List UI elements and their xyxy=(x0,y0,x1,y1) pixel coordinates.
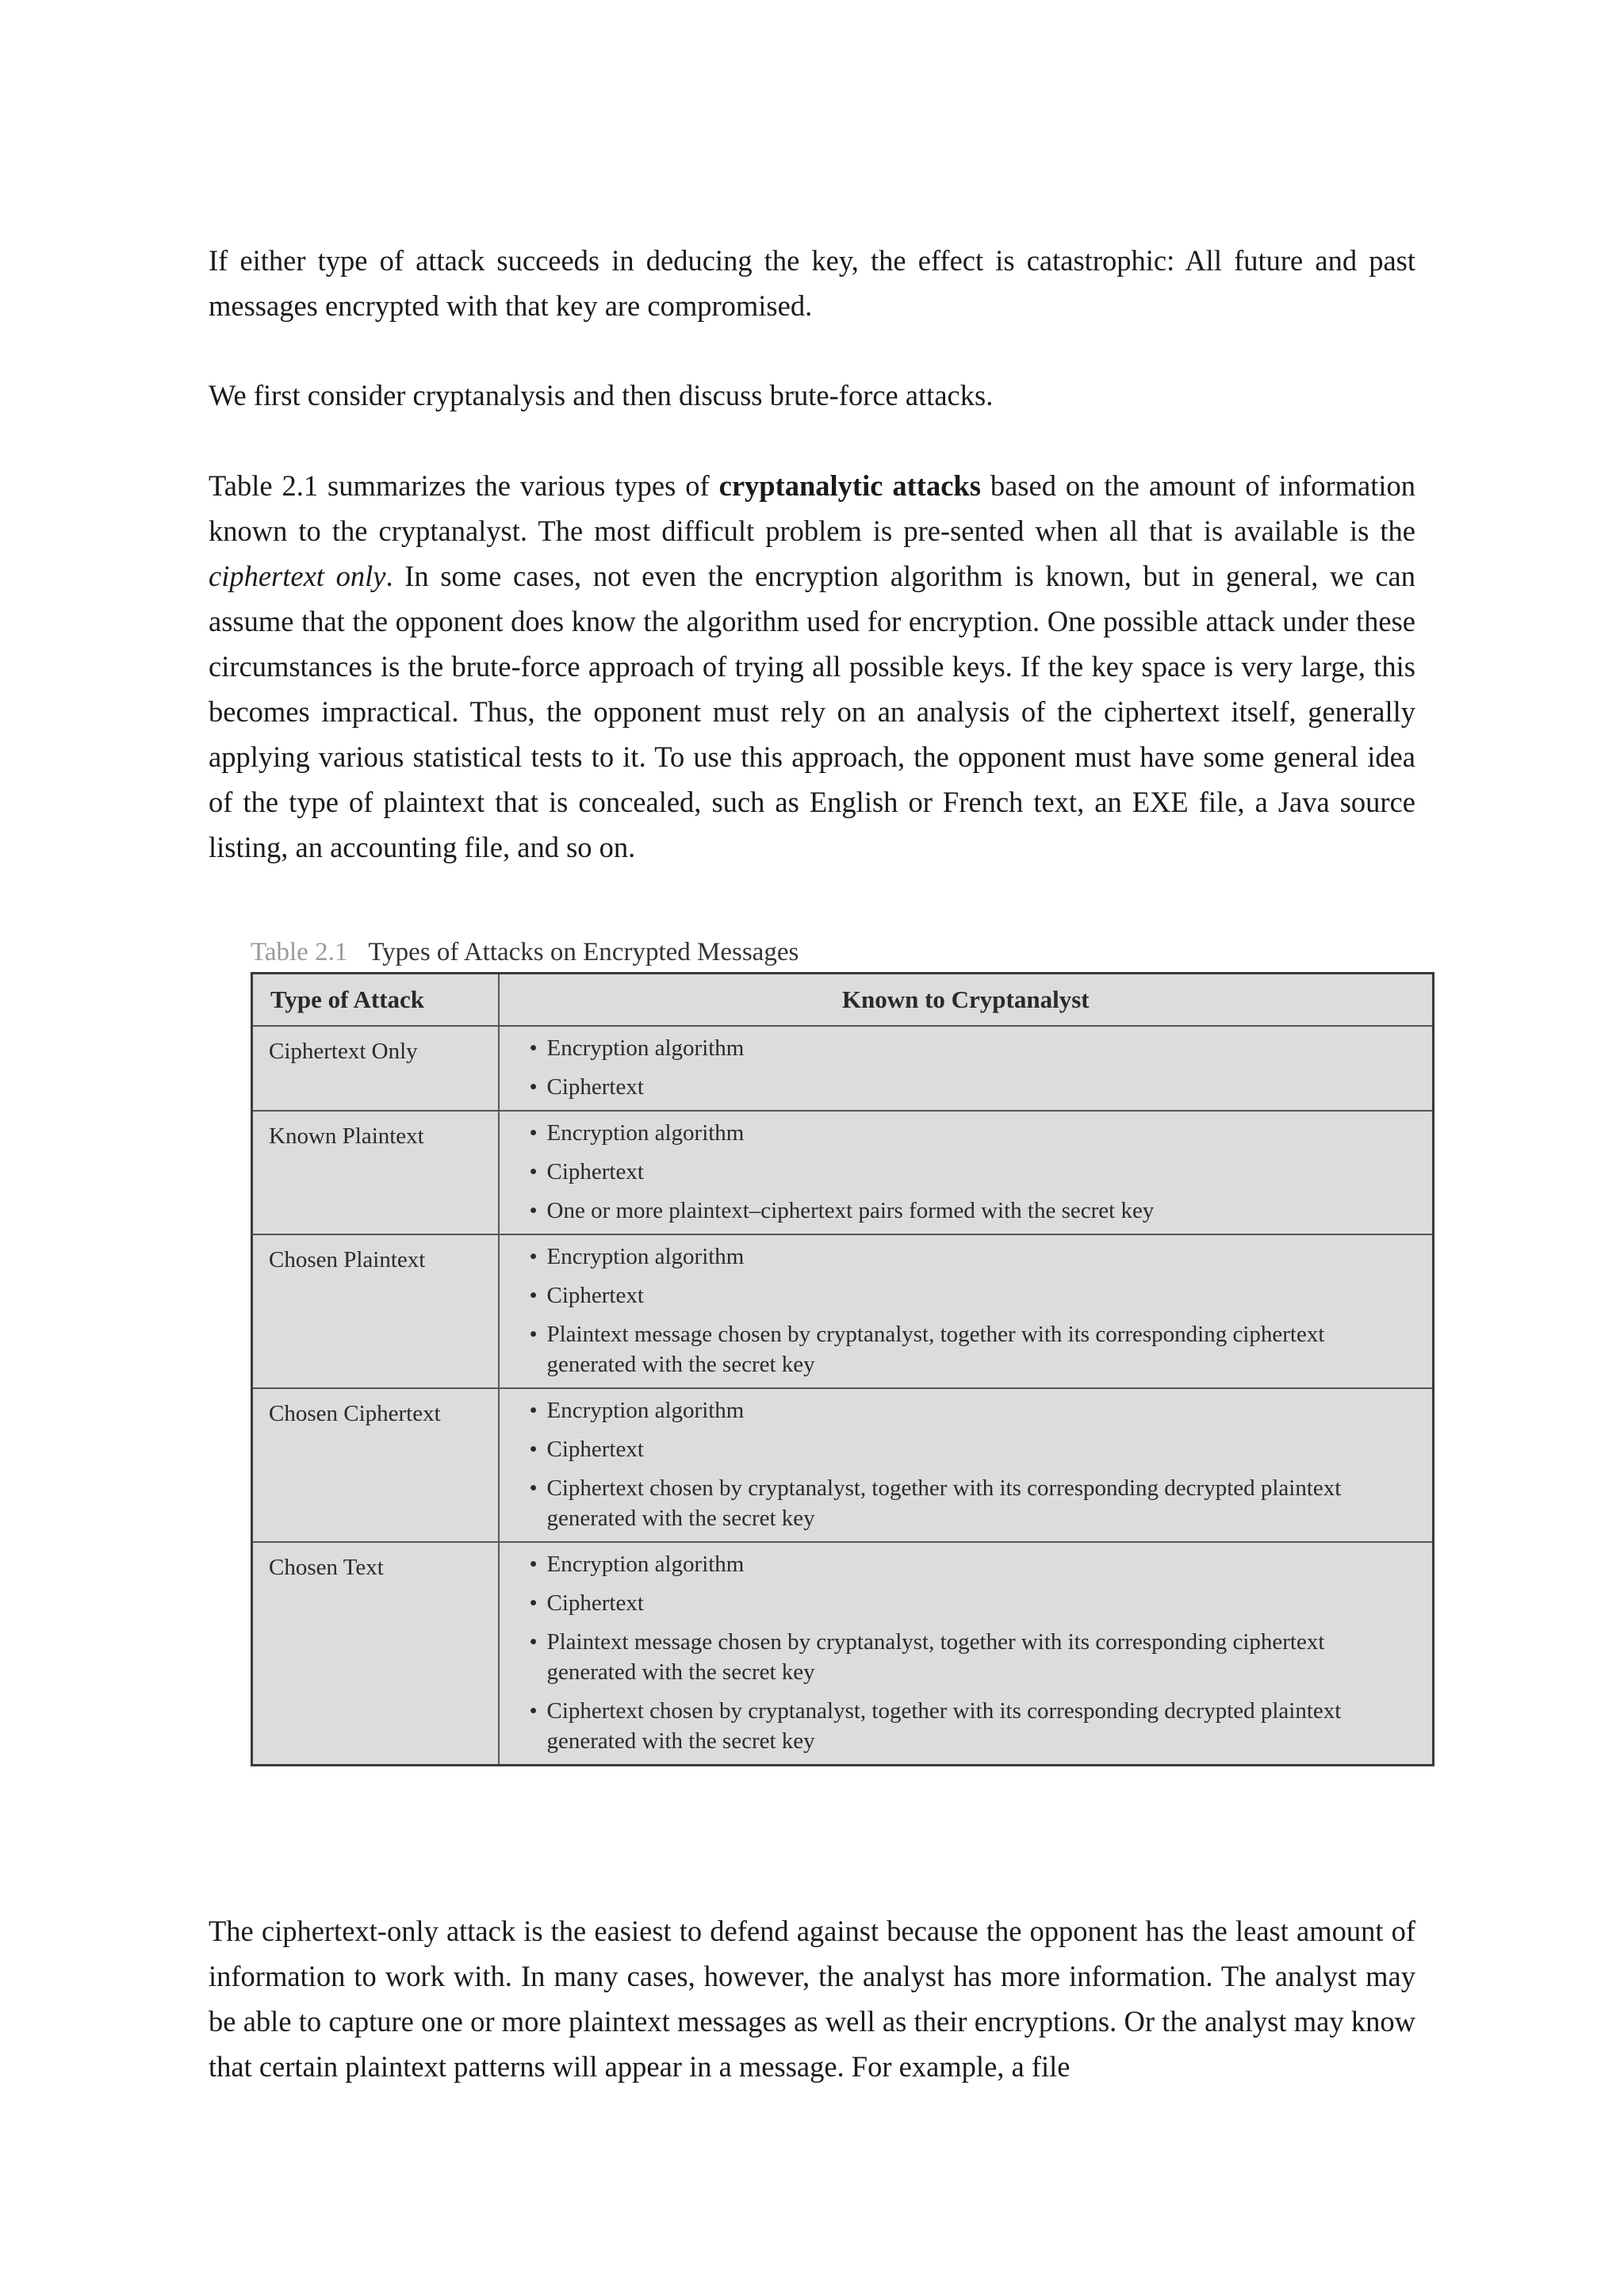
known-info-item: • Ciphertext xyxy=(530,1072,1417,1102)
table-caption-label: Table 2.1 xyxy=(251,938,348,966)
known-info-item: • Plaintext message chosen by cryptanalyst, together with its corresponding ciphertext generated with the secret key xyxy=(530,1627,1417,1687)
paragraph-intro xyxy=(209,238,1415,328)
known-info-item: • Encryption algorithm xyxy=(530,1395,1417,1425)
table-row xyxy=(252,1026,1434,1111)
known-info-cell xyxy=(499,1542,1434,1766)
table-body xyxy=(252,1026,1434,1766)
table-row xyxy=(252,1388,1434,1542)
table-caption-title: Types of Attacks on Encrypted Messages xyxy=(368,938,799,966)
known-info-item: • Plaintext message chosen by cryptanalyst, together with its corresponding ciphertext generated with the secret key xyxy=(530,1319,1417,1380)
known-info-list xyxy=(530,1549,1417,1756)
known-info-list xyxy=(530,1395,1417,1533)
known-info-item: • Encryption algorithm xyxy=(530,1549,1417,1579)
known-info-item: • One or more plaintext–ciphertext pairs formed with the secret key xyxy=(530,1196,1417,1226)
known-info-item: • Ciphertext chosen by cryptanalyst, together with its corresponding decrypted plaintext generated with the secret key xyxy=(530,1473,1417,1533)
paragraph-text: If either type of attack succeeds in deducing the key, the effect is catastrophic: All future and past messages encrypted with that key are compromised. xyxy=(209,244,1415,322)
known-info-item: • Ciphertext chosen by cryptanalyst, together with its corresponding decrypted plaintext generated with the secret key xyxy=(530,1696,1417,1756)
known-info-item: • Encryption algorithm xyxy=(530,1118,1417,1148)
known-info-list xyxy=(530,1033,1417,1102)
header-type-of-attack: Type of Attack xyxy=(252,974,499,1027)
text-run: . In some cases, not even the encryption algorithm is known, but in general, we can assume that the opponent does know the algorithm used for encryption. One possible attack under these circumstances is the brute-force approach of trying all possible keys. If the key space is very large, this becomes impractical. Thus, the opponent must rely on an analysis of the ciphertext itself, generally applying various statistical tests to it. To use this approach, the opponent must have some general idea of the type of plaintext that is concealed, such as English or French text, an EXE file, a Java source listing, an accounting file, and so on. xyxy=(209,560,1415,863)
attack-type-cell: Known Plaintext xyxy=(252,1111,499,1234)
known-info-item: • Ciphertext xyxy=(530,1157,1417,1187)
attack-type-cell: Chosen Plaintext xyxy=(252,1234,499,1388)
table-row xyxy=(252,1111,1434,1234)
attack-types-table-figure xyxy=(251,932,1432,1766)
known-info-item: • Ciphertext xyxy=(530,1588,1417,1618)
paragraph-text xyxy=(209,463,1415,870)
known-info-list xyxy=(530,1118,1417,1226)
paragraph-consider xyxy=(209,373,1415,418)
known-info-item: • Ciphertext xyxy=(530,1280,1417,1311)
attack-type-cell: Chosen Ciphertext xyxy=(252,1388,499,1542)
paragraph-summary xyxy=(209,463,1415,870)
text-run: based on the amount of information known to the cryptanalyst. The most difficult problem is pre-sented when all that is available is the xyxy=(209,469,1415,547)
paragraph-text: We first consider cryptanalysis and then discuss brute-force attacks. xyxy=(209,379,994,411)
header-known-to-cryptanalyst: Known to Cryptanalyst xyxy=(499,974,1434,1027)
known-info-list xyxy=(530,1242,1417,1380)
table-row xyxy=(252,1542,1434,1766)
paragraph-ciphertext-only xyxy=(209,1908,1415,2089)
bold-term: cryptanalytic attacks xyxy=(718,469,981,502)
attack-type-cell: Chosen Text xyxy=(252,1542,499,1766)
known-info-item: • Encryption algorithm xyxy=(530,1033,1417,1063)
italic-term: ciphertext only xyxy=(209,560,386,592)
known-info-item: • Encryption algorithm xyxy=(530,1242,1417,1272)
known-info-item: • Ciphertext xyxy=(530,1434,1417,1464)
attack-type-cell: Ciphertext Only xyxy=(252,1026,499,1111)
table-header-row xyxy=(252,974,1434,1027)
text-run: Table 2.1 summarizes the various types of xyxy=(209,469,719,502)
known-info-cell xyxy=(499,1111,1434,1234)
paragraph-text: The ciphertext-only attack is the easiest to defend against because the opponent has the least amount of information to work with. In many cases, however, the analyst has more information. The analyst may be able to capture one or more plaintext messages as well as their encryptions. Or the analyst may know that certain plaintext patterns will appear in a message. For example, a file xyxy=(209,1915,1415,2083)
known-info-cell xyxy=(499,1234,1434,1388)
known-info-cell xyxy=(499,1388,1434,1542)
known-info-cell xyxy=(499,1026,1434,1111)
table-row xyxy=(252,1234,1434,1388)
table-caption xyxy=(251,932,1432,972)
attack-types-table xyxy=(251,972,1434,1766)
